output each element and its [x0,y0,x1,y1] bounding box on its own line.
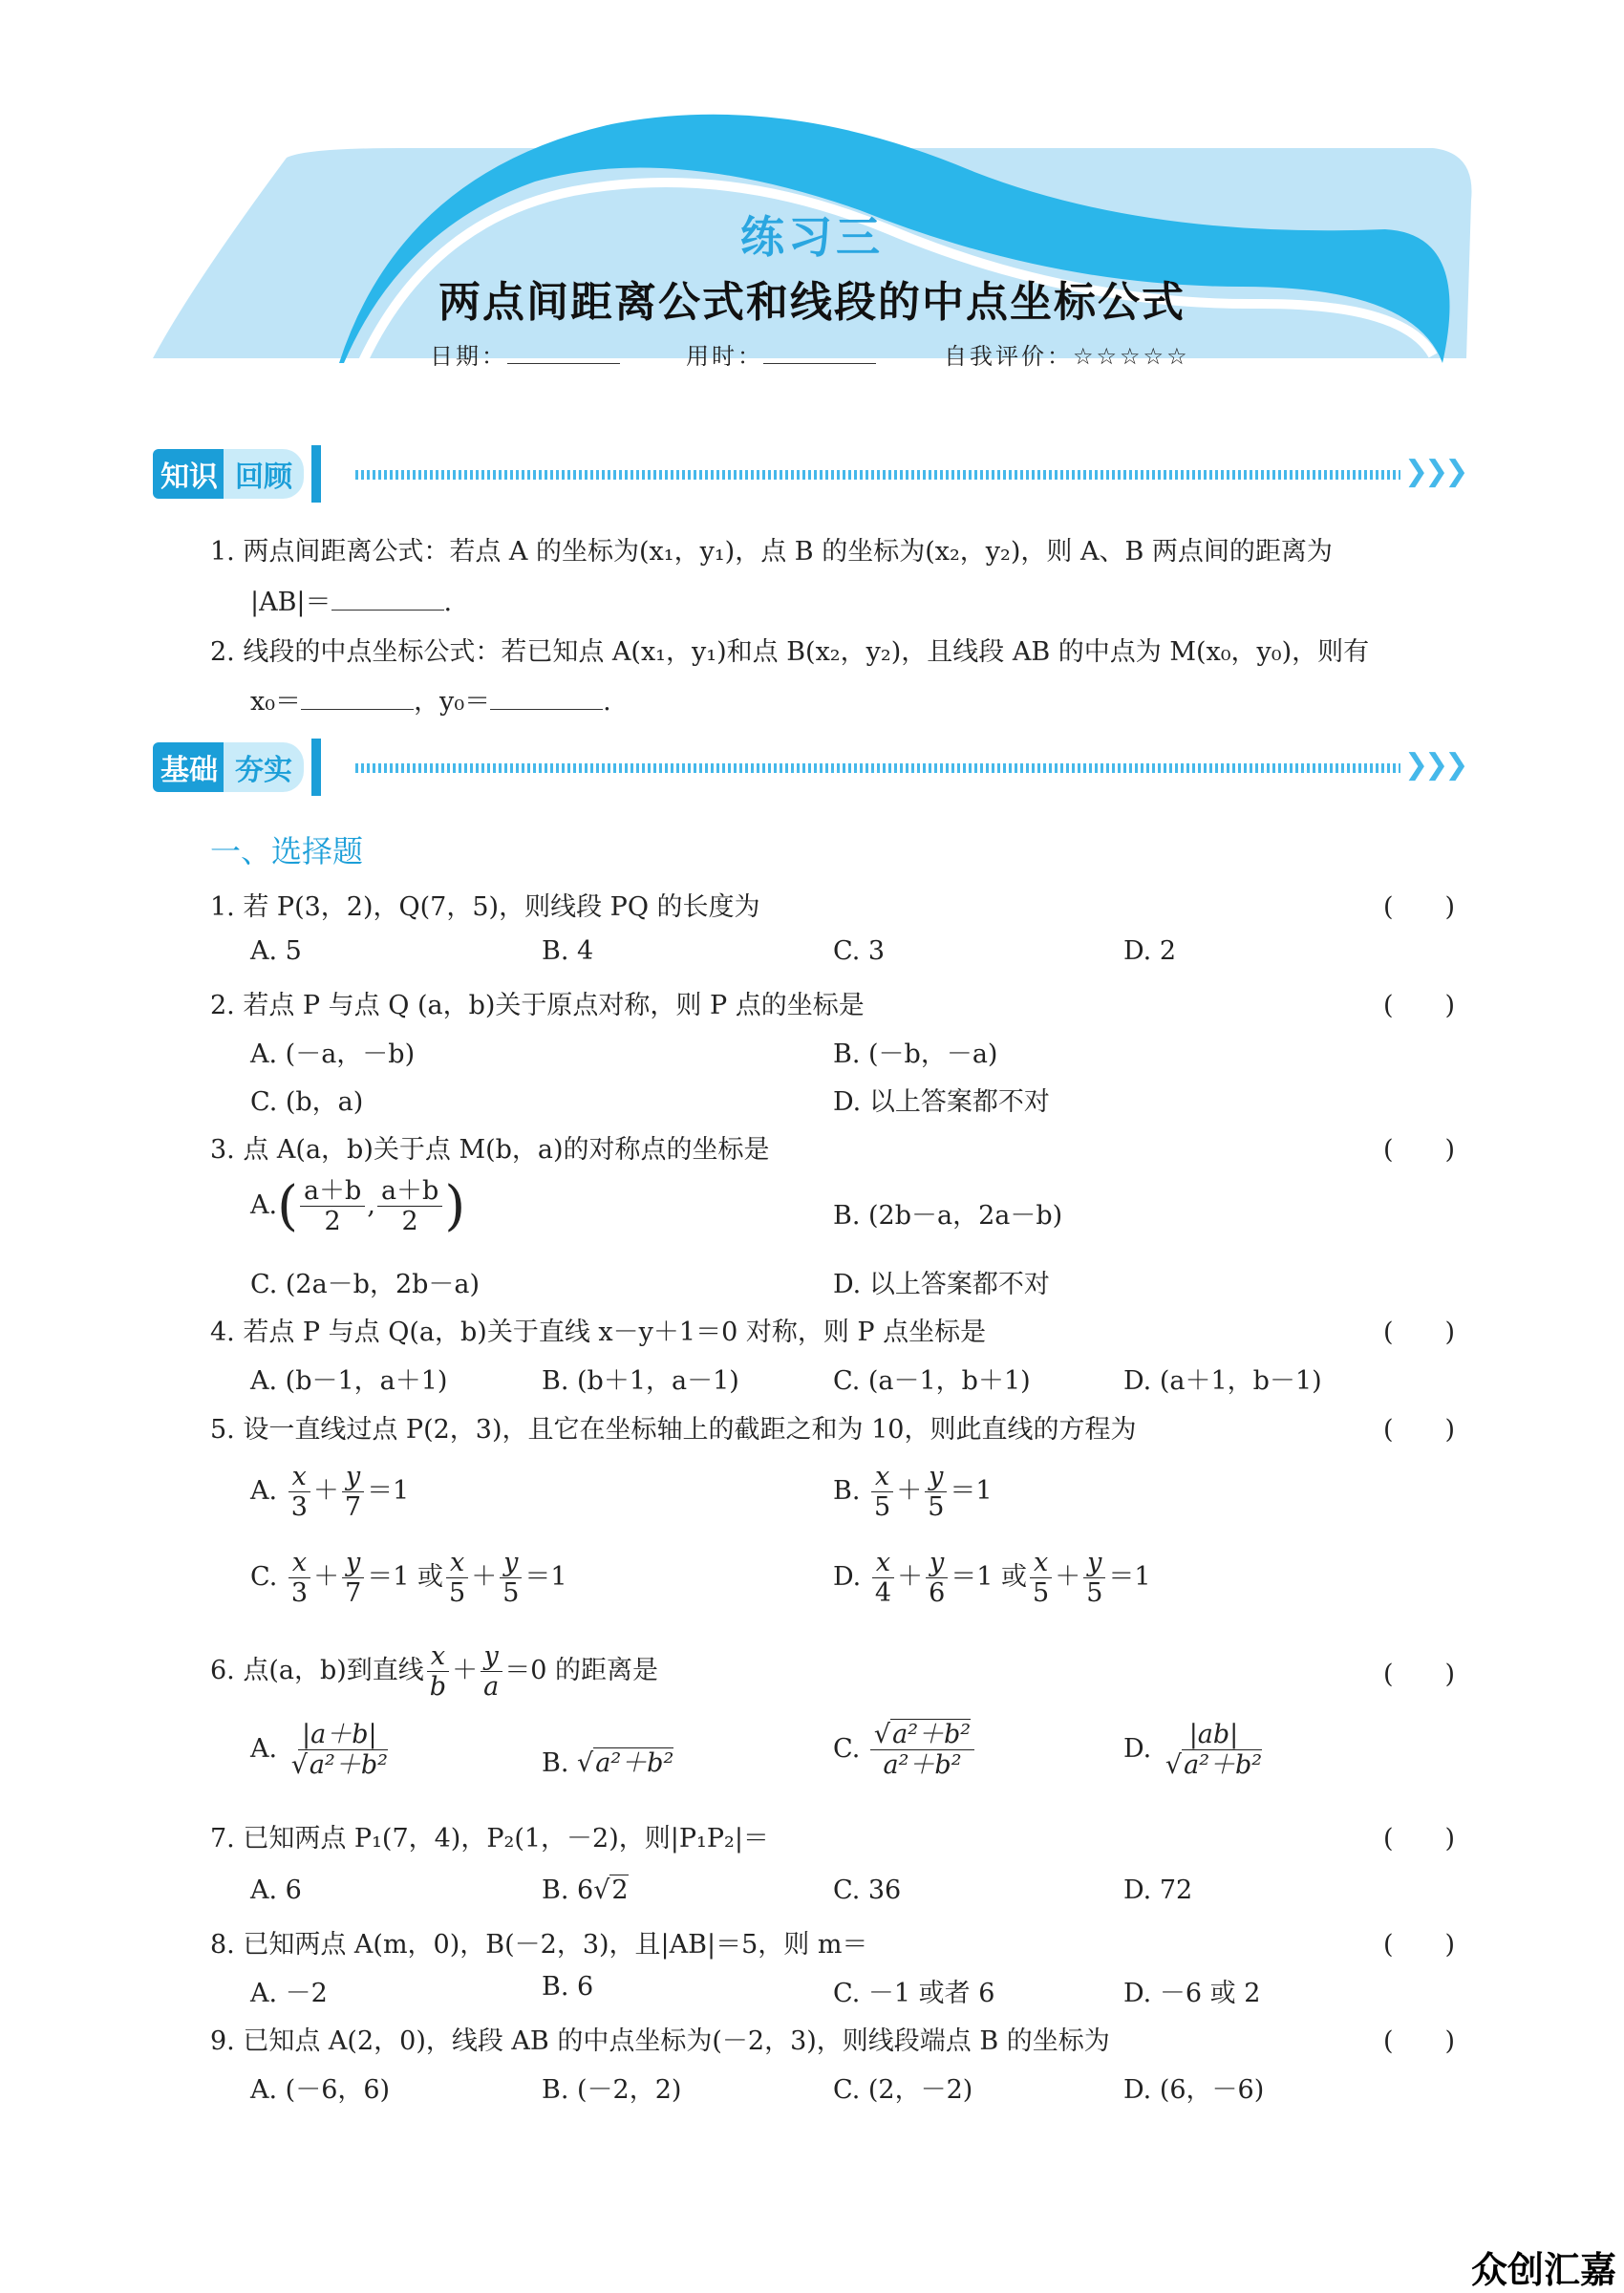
option-c[interactable]: C. (2a－b，2b－a) [250,1270,481,1299]
denominator: a²＋b² [1184,1750,1263,1781]
question-3-stem: 3. 点 A(a，b)关于点 M(b，a)的对称点的坐标是 [210,1135,770,1165]
stem-part: 6. 点(a，b)到直线 [210,1656,424,1686]
option-d[interactable]: D. 2 [1123,936,1177,966]
review-item-1: 1. 两点间距离公式：若点 A 的坐标为(x₁，y₁)，点 B 的坐标为(x₂，y₂)，则 A、B 两点间的距离为 [210,537,1333,567]
y0-label: ，y₀＝ [414,687,491,717]
answer-paren[interactable]: ( ) [1383,892,1456,922]
option-a[interactable]: A. 5 [250,936,302,966]
y0-blank[interactable] [490,709,603,710]
question-4-stem: 4. 若点 P 与点 Q(a，b)关于直线 x－y＋1＝0 对称，则 P 点坐标是 [210,1318,987,1347]
option-d[interactable]: D. －6 或 2 [1123,1979,1261,2008]
star-rating[interactable]: ☆☆☆☆☆ [1073,343,1190,370]
answer-paren[interactable]: ( ) [1383,1415,1456,1445]
answer-paren[interactable]: ( ) [1383,1930,1456,1960]
exercise-label: 练习三 [740,211,884,263]
review-tag-bar [311,445,321,503]
numerator: x [871,1462,893,1492]
option-letter: D. [833,1562,862,1593]
option-b[interactable]: B. (2b－a，2a－b) [833,1201,1063,1231]
numerator: a²＋b² [892,1720,972,1749]
answer-paren[interactable]: ( ) [1383,2026,1456,2056]
equals-one: ＝1 [1108,1562,1151,1593]
option-d[interactable]: D. $\frac{|ab|}{\text{√a²＋b²}}$ [1123,1720,1263,1781]
question-5-stem: 5. 设一直线过点 P(2，3)，且它在坐标轴上的截距之和为 10，则此直线的方程为 [210,1415,1137,1445]
numerator: a＋b [300,1176,365,1207]
page-title: 两点间距离公式和线段的中点坐标公式 [438,278,1186,327]
review-tag-b: 回顾 [224,449,304,499]
question-6-stem: 6. 点(a，b)到直线 $\frac{x}{b}$ ＋ $\frac{y}{a}$ ＝0 的距离是 [210,1641,658,1703]
denominator: 7 [344,1492,362,1523]
or-word: 或 [1001,1562,1028,1593]
numerator: x [288,1548,310,1578]
review-tag-a: 知识 [153,449,224,499]
question-2-stem: 2. 若点 P 与点 Q (a，b)关于原点对称，则 P 点的坐标是 [210,991,865,1020]
option-d[interactable]: D. 以上答案都不对 [833,1270,1050,1299]
or-word: 或 [417,1562,444,1593]
answer-paren[interactable]: ( ) [1383,1824,1456,1854]
option-letter: B. [542,1748,569,1778]
review-item-1-answer [250,581,452,618]
numerator: |a＋b| [298,1720,381,1750]
option-c[interactable]: C. －1 或者 6 [833,1979,995,2008]
option-letter: A. [250,1476,278,1507]
question-8-stem: 8. 已知两点 A(m，0)，B(－2，3)，且|AB|＝5，则 m＝ [210,1930,868,1960]
denominator: 7 [345,1578,362,1609]
review-item-2: 2. 线段的中点坐标公式：若已知点 A(x₁，y₁)和点 B(x₂，y₂)，且线段 AB 的中点为 M(x₀，y₀)，则有 [210,637,1370,667]
option-c[interactable]: C. $\frac{x}{3}$ ＋ $\frac{y}{7}$ ＝1 或 $\frac{x}{5}$ ＋ $\frac{y}{5}$ ＝1 [250,1548,567,1609]
answer-paren[interactable]: ( ) [1383,1660,1456,1689]
option-d[interactable]: D. 72 [1123,1875,1193,1905]
option-a[interactable]: A. (b－1，a＋1) [250,1366,448,1396]
numerator: y [500,1548,522,1578]
dotted-divider [355,763,1400,773]
numerator: |ab| [1186,1720,1243,1750]
numerator: y [342,1548,364,1578]
section-review-header [153,445,1490,503]
denominator: 5 [1033,1578,1050,1609]
option-a[interactable]: A. (－6，6) [250,2075,391,2105]
option-b[interactable]: B. (－b，－a) [833,1039,998,1069]
category-heading: 一、选择题 [210,833,364,869]
denominator: a [483,1672,500,1703]
option-a[interactable]: A. 6 [250,1875,302,1905]
watermark-logo: 众创汇嘉 [1471,2249,1617,2291]
option-c[interactable]: C. (b，a) [250,1087,364,1117]
denominator: 5 [1086,1578,1103,1609]
review-item-2-answer [250,680,611,718]
basics-tag-a: 基础 [153,742,224,792]
x0-label: x₀＝ [250,687,302,717]
denominator: 5 [874,1492,891,1523]
time-blank[interactable] [763,363,876,364]
denominator: 4 [874,1578,892,1609]
numerator: x [288,1462,310,1492]
option-a[interactable]: A.( $\frac{a+b}{2}$ , $\frac{a+b}{2}$ ) [250,1175,466,1237]
option-c[interactable]: C. $\frac{\text{√a²＋b²}}{\text{a²＋b²}}$ [833,1720,976,1780]
section-basics-header [153,739,1490,796]
option-letter: D. [1123,1734,1152,1765]
date-label: 日期： [430,343,507,370]
question-7-stem: 7. 已知两点 P₁(7，4)，P₂(1，－2)，则|P₁P₂|＝ [210,1824,769,1854]
option-letter: B. [833,1476,861,1507]
denominator: a²＋b² [883,1750,962,1781]
option-c[interactable]: C. 3 [833,936,886,966]
self-eval-label: 自我评价： [944,343,1073,370]
period: . [603,687,611,717]
equals-one: ＝1 [524,1562,567,1593]
answer-paren[interactable]: ( ) [1383,1135,1456,1165]
x0-blank[interactable] [301,709,414,710]
denominator: b [429,1672,447,1703]
option-b[interactable]: B. (－2，2) [542,2075,682,2105]
option-d[interactable]: D. (6，－6) [1123,2075,1265,2105]
dotted-divider [355,470,1400,480]
basics-tag-b: 夯实 [224,742,304,792]
equals-one: ＝1 [367,1562,410,1593]
numerator: y [481,1641,502,1672]
date-blank[interactable] [507,363,620,364]
option-a[interactable]: A. (－a，－b) [250,1039,416,1069]
period: . [443,588,453,617]
denominator: 3 [290,1578,309,1609]
numerator: x [427,1641,449,1672]
option-letter: C. [833,1734,861,1765]
answer-paren[interactable]: ( ) [1383,1318,1456,1347]
basics-tag-bar [311,739,321,796]
numerator: y [926,1548,948,1578]
option-letter: A. [250,1734,278,1765]
chevron-right-icon: ❯❯❯ [1404,455,1465,488]
distance-blank[interactable] [331,610,444,611]
denominator: 6 [929,1578,946,1609]
self-eval-field[interactable] [944,337,1190,371]
equals-one: ＝1 [367,1476,410,1507]
numerator: x [446,1548,468,1578]
option-b[interactable]: B. (b＋1，a－1) [542,1366,739,1396]
date-field[interactable] [430,337,620,371]
denominator: a²＋b² [309,1750,388,1781]
answer-paren[interactable]: ( ) [1383,991,1456,1020]
option-b[interactable]: B. 4 [542,936,594,966]
option-b[interactable]: B. √a²＋b² [542,1748,674,1778]
option-b[interactable]: B. $\frac{x}{5}$ ＋ $\frac{y}{5}$ ＝1 [833,1462,993,1523]
option-b[interactable]: B. 6√2 [542,1875,629,1905]
option-d[interactable]: D. 以上答案都不对 [833,1087,1050,1117]
time-label: 用时： [686,343,763,370]
denominator: 3 [290,1492,308,1523]
denominator: 5 [502,1578,520,1609]
denominator: 2 [401,1207,418,1236]
time-field[interactable] [686,337,876,371]
numerator: y [342,1462,364,1492]
denominator: 5 [449,1578,466,1609]
ab-distance-label: |AB|＝ [250,588,331,617]
question-9-stem: 9. 已知点 A(2，0)，线段 AB 的中点坐标为(－2，3)，则线段端点 B 的坐标为 [210,2026,1110,2056]
numerator: x [1030,1548,1052,1578]
equals-one: ＝1 [951,1562,994,1593]
option-d[interactable]: D. $\frac{x}{4}$ ＋ $\frac{y}{6}$ ＝1 或 $\frac{x}{5}$ ＋ $\frac{y}{5}$ ＝1 [833,1548,1151,1609]
option-a[interactable]: A. $\frac{x}{3}$ ＋ $\frac{y}{7}$ ＝1 [250,1462,410,1523]
denominator: 2 [324,1207,341,1236]
option-a[interactable]: A. $\frac{|a+b|}{\text{√a²＋b²}}$ [250,1720,388,1781]
numerator: x [872,1548,894,1578]
option-b[interactable]: B. 6 [542,1972,594,2002]
option-letter: B. 6 [542,1875,594,1905]
radicand: a²＋b² [595,1748,674,1778]
option-d[interactable]: D. (a＋1，b－1) [1123,1366,1322,1396]
option-c[interactable]: C. (a－1，b＋1) [833,1366,1031,1396]
option-c[interactable]: C. 36 [833,1875,902,1905]
numerator: a＋b [377,1176,442,1207]
numerator: y [1083,1548,1105,1578]
numerator: y [925,1462,947,1492]
option-a[interactable]: A. －2 [250,1979,328,2008]
option-c[interactable]: C. (2，－2) [833,2075,973,2105]
option-letter: A. [250,1190,278,1220]
option-letter: C. [250,1562,278,1593]
question-1-stem: 1. 若 P(3，2)，Q(7，5)，则线段 PQ 的长度为 [210,892,760,922]
chevron-right-icon: ❯❯❯ [1404,748,1465,782]
denominator: 5 [928,1492,945,1523]
equals-one: ＝1 [950,1476,993,1507]
stem-part: ＝0 的距离是 [504,1656,658,1686]
radicand: 2 [611,1875,629,1905]
